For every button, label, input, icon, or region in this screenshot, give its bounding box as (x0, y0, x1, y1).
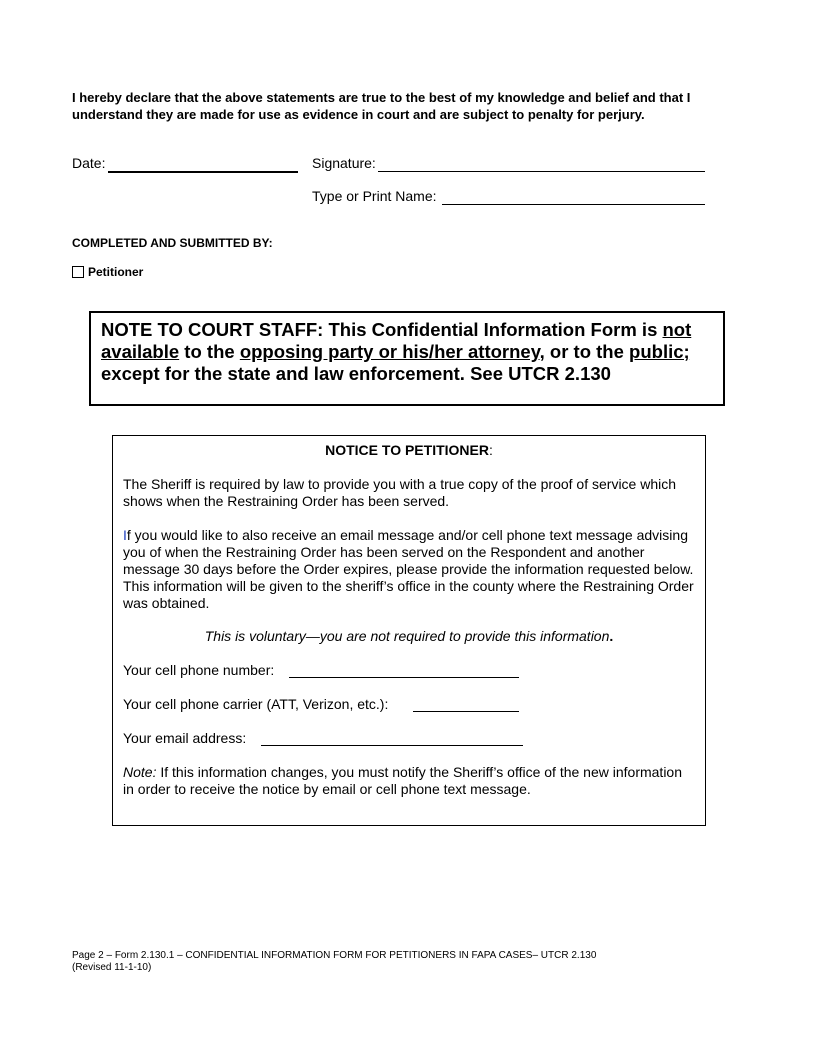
note-paragraph (123, 764, 695, 798)
notice-paragraph-2-text: f you would like to also receive an email message and/or cell phone text message advising you of when the Restraining Order has been served on the Respondent and another message 30 days before the Order expires, please provide the information requested below. This information will be given to the sheriff’s office in the county where the Restraining Order was obtained. (123, 527, 694, 611)
petitioner-checkbox[interactable] (72, 266, 84, 278)
print-name-field[interactable] (442, 204, 705, 205)
signature-field[interactable] (378, 171, 705, 172)
notice-title (113, 442, 705, 459)
petitioner-label: Petitioner (88, 265, 144, 279)
date-field[interactable] (108, 171, 298, 173)
voluntary-statement (123, 628, 695, 645)
staff-note-text-1: NOTE TO COURT STAFF: This Confidential Information Form is (101, 319, 663, 340)
voluntary-period: . (609, 628, 614, 644)
staff-note-text-2: to the (179, 341, 240, 362)
completed-by-heading: COMPLETED AND SUBMITTED BY: (72, 236, 273, 250)
court-staff-note (89, 311, 725, 406)
notice-paragraph-2-initial: I (123, 527, 127, 543)
staff-note-text-3: , or to the (539, 341, 630, 362)
carrier-label: Your cell phone carrier (ATT, Verizon, etc.): (123, 696, 389, 712)
staff-note-underline-not-available: not available (101, 319, 692, 362)
note-label: Note: (123, 764, 157, 780)
footer-line-2: (Revised 11-1-10) (72, 962, 152, 973)
page-footer (72, 950, 596, 974)
note-text: If this information changes, you must notify the Sheriff’s office of the new information in order to receive the notice by email or cell phone text message. (123, 764, 683, 797)
carrier-field[interactable] (413, 711, 519, 712)
notice-to-petitioner-box (112, 435, 706, 826)
notice-paragraph-1: The Sheriff is required by law to provide you with a true copy of the proof of service which shows when the Restraining Order has been served. (123, 476, 677, 509)
staff-note-underline-public: public; (629, 341, 690, 362)
voluntary-text: This is voluntary—you are not required to provide this information (204, 628, 610, 644)
print-name-label: Type or Print Name: (312, 188, 437, 204)
staff-note-underline-opposing-party: opposing party or his/her attorney (239, 341, 540, 362)
notice-title-colon: : (488, 442, 493, 458)
notice-title-text: NOTICE TO PETITIONER (325, 442, 489, 458)
cell-phone-label: Your cell phone number: (123, 662, 275, 678)
email-label: Your email address: (123, 730, 247, 746)
petitioner-option[interactable] (72, 265, 143, 279)
date-label: Date: (72, 155, 106, 171)
signature-label: Signature: (312, 155, 376, 171)
cell-phone-field[interactable] (289, 677, 519, 678)
notice-paragraph-2 (123, 527, 695, 612)
staff-note-text-4: except for the state and law enforcement. See UTCR 2.130 (101, 363, 611, 384)
footer-line-1: Page 2 – Form 2.130.1 – CONFIDENTIAL INFORMATION FORM FOR PETITIONERS IN FAPA CASES– UTCR 2.130 (72, 950, 597, 961)
declaration-text: I hereby declare that the above statements are true to the best of my knowledge and belief and that I understand they are made for use as evidence in court and are subject to penalty for perjury. (72, 90, 691, 122)
email-field[interactable] (261, 745, 523, 746)
